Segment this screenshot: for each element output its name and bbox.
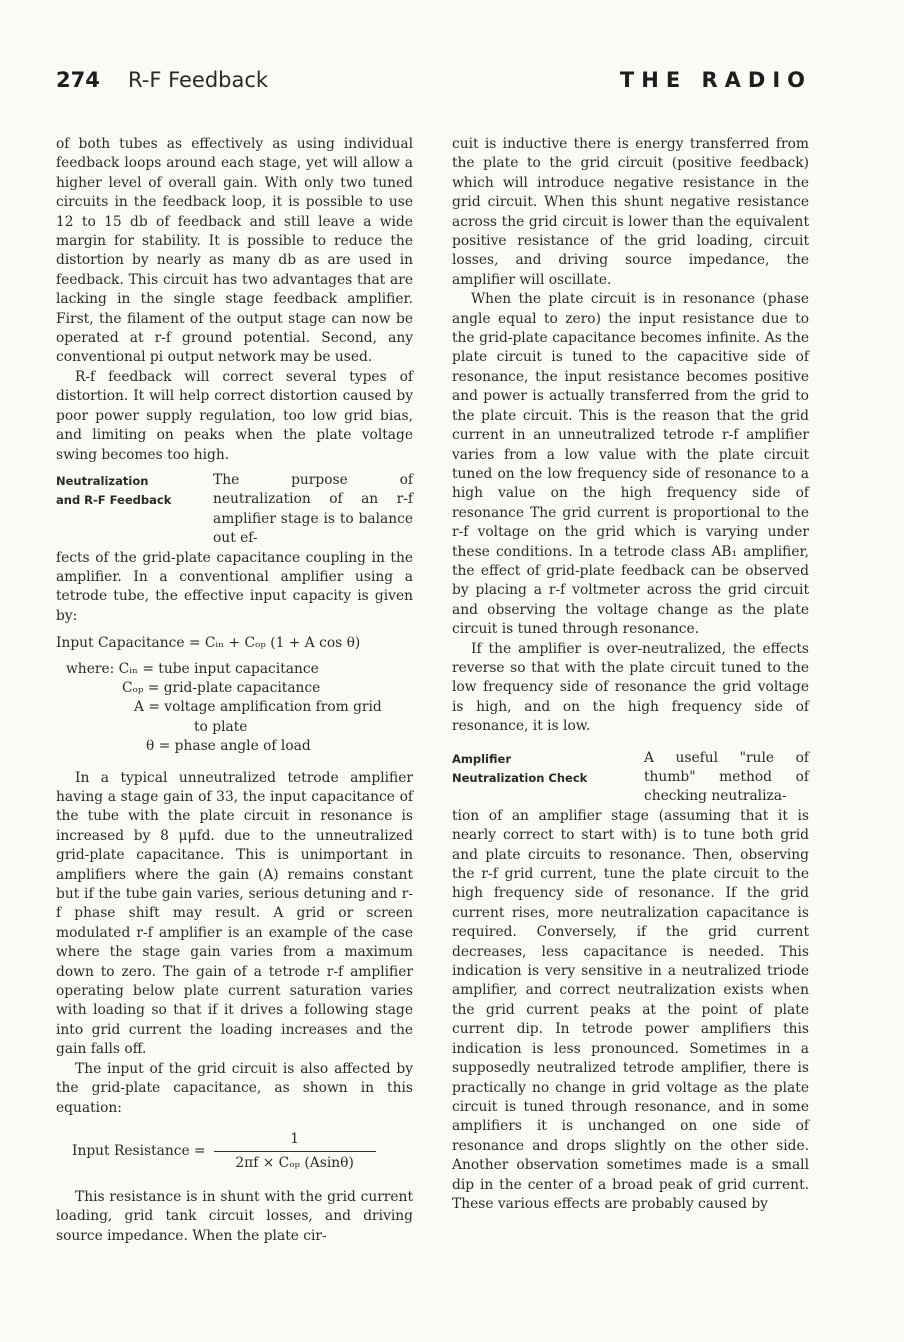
denominator: 2πf × Cₒₚ (Asinθ)	[235, 1155, 354, 1172]
book-title: THE RADIO	[619, 68, 812, 92]
subheading-neutralization-check	[452, 749, 809, 807]
paragraph: fects of the grid-plate capacitance coupling in the amplifier. In a conventional amplifier using a tetrode tube, the effective input capacity is given by:	[56, 549, 413, 624]
equation-label: Input Resistance =	[72, 1143, 206, 1160]
equation-input-capacitance: Input Capacitance = Cᵢₙ + Cₒₚ (1 + A cos θ)	[56, 635, 361, 652]
legend-line: θ = phase angle of load	[146, 738, 311, 755]
subheading-neutralization	[56, 471, 413, 549]
equation-legend	[56, 660, 413, 757]
subheading-title: Neutralization and R-F Feedback	[56, 473, 172, 508]
paragraph: R-f feedback will correct several types of distortion. It will help correct distortion caused by poor power supply regulation, too low grid bias, and limiting on peaks when the plate voltage swing becomes too high.	[56, 368, 413, 463]
paragraph: When the plate circuit is in resonance (phase angle equal to zero) the input resistance due to the grid-plate capacitance becomes infinite. As the plate circuit is tuned to the capacitive side of resonance, the input resistance becomes positive and power is actually transferred from the grid to the plate circuit. This is the reason that the grid current in an unneutralized tetrode r-f amplifier varies from a low value with the plate circuit tuned on the low frequency side of resonance to a high value on the high frequency side of resonance The grid current is proportional to the r-f voltage on the grid which is varying under these conditions. In a tetrode class AB₁ amplifier, the effect of grid-plate feedback can be observed by placing a r-f voltmeter across the grid circuit and observing the voltage change as the plate circuit is tuned through resonance.	[452, 291, 809, 638]
paragraph: The input of the grid circuit is also affected by the grid-plate capacitance, as shown in this equation:	[56, 1060, 413, 1116]
legend-line: where: Cᵢₙ = tube input capacitance	[66, 660, 319, 677]
right-column	[452, 135, 809, 1214]
subheading-text: The purpose of neutralization of an r-f amplifier stage is to balance out ef-	[213, 471, 413, 547]
numerator: 1	[214, 1130, 376, 1152]
equation-input-resistance	[72, 1130, 413, 1174]
page-number: 274	[56, 68, 100, 92]
page-header	[56, 68, 812, 104]
paragraph: In a typical unneutralized tetrode amplifier having a stage gain of 33, the input capacitance of the tube with the plate circuit in resonance is increased by 8 μμfd. due to the unneutralized grid-plate capacitance. This is unimportant in amplifiers where the gain (A) remains constant but if the tube gain varies, serious detuning and r-f phase shift may result. A grid or screen modulated r-f amplifier is an example of the case where the stage gain varies from a maximum down to zero. The gain of a tetrode r-f amplifier operating below plate current saturation varies with loading so that if it drives a following stage into grid current the loading increases and the gain falls off.	[56, 769, 413, 1058]
subheading-text: A useful "rule of thumb" method of checking neutraliza-	[644, 749, 809, 805]
paragraph: of both tubes as effectively as using individual feedback loops around each stage, yet will allow a higher level of overall gain. With only two tuned circuits in the feedback loop, it is possible to use 12 to 15 db of feedback and still leave a wide margin for stability. It is possible to reduce the distortion by nearly as many db as are used in feedback. This circuit has two advantages that are lacking in the single stage feedback amplifier. First, the filament of the output stage can now be operated at r-f ground potential. Second, any conventional pi output network may be used.	[56, 136, 413, 366]
section-title: R-F Feedback	[128, 68, 269, 92]
subheading-title: Amplifier Neutralization Check	[452, 751, 588, 785]
legend-line: Cₒₚ = grid-plate capacitance	[122, 679, 321, 696]
legend-line: A = voltage amplification from grid	[134, 699, 382, 716]
paragraph: If the amplifier is over-neutralized, the effects reverse so that with the plate circuit tuned to the low frequency side of resonance the grid voltage is high, and on the high frequency side of resonance, it is low.	[452, 640, 809, 735]
left-column	[56, 135, 413, 1246]
paragraph: This resistance is in shunt with the grid current loading, grid tank circuit losses, and driving source impedance. When the plate cir-	[56, 1188, 413, 1244]
paragraph: tion of an amplifier stage (assuming that it is nearly correct to start with) is to tune both grid and plate circuits to resonance. Then, observing the r-f grid current, tune the plate circuit to the high frequency side of resonance. If the grid current rises, more neutralization capacitance is required. Conversely, if the grid current decreases, less capacitance is needed. This indication is very sensitive in a neutralized triode amplifier, and correct neutralization exists when the grid current peaks at the point of plate current dip. In tetrode power amplifiers this indication is less pronounced. Sometimes in a supposedly neutralized tetrode amplifier, there is practically no change in grid voltage as the plate circuit is tuned through resonance, and in some amplifiers it is unchanged on one side of resonance and drops slightly on the other side. Another observation sometimes made is a small dip in the center of a broad peak of grid current. These various effects are probably caused by	[452, 807, 809, 1212]
fraction	[214, 1130, 376, 1174]
paragraph: cuit is inductive there is energy transferred from the plate to the grid circuit (positive feedback) which will introduce negative resistance in the grid circuit. When this shunt negative resistance across the grid circuit is lower than the equivalent positive resistance of the grid loading, circuit losses, and driving source impedance, the amplifier will oscillate.	[452, 136, 809, 288]
legend-line: to plate	[194, 718, 248, 735]
